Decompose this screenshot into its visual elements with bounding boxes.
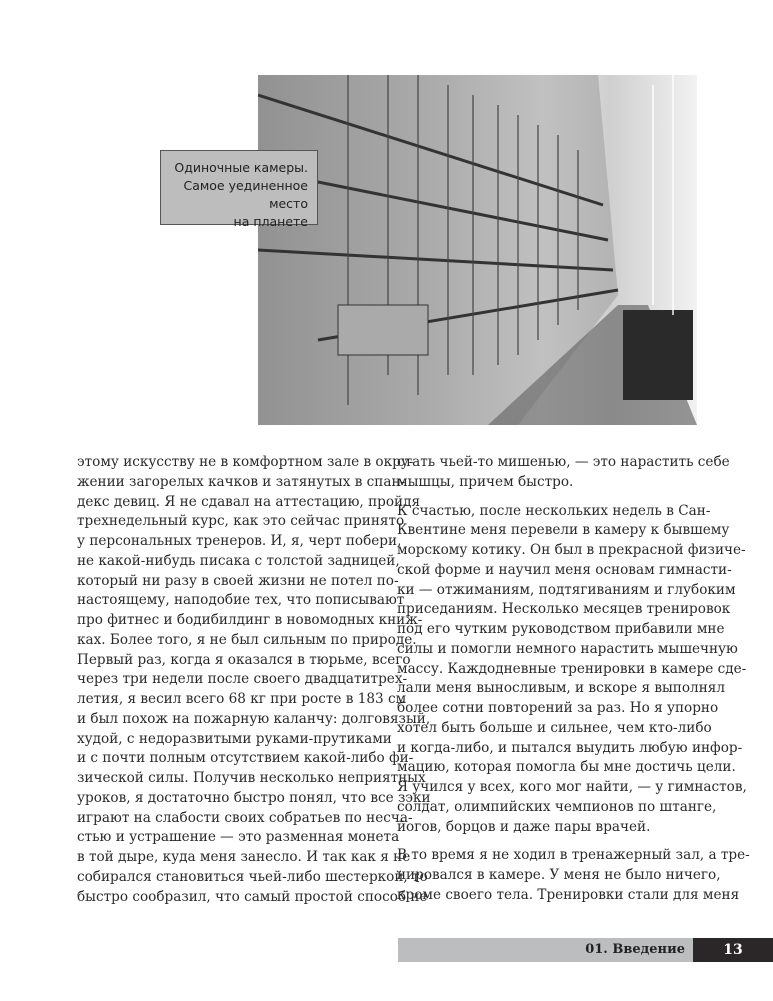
text-line: морскому котику. Он был в прекрасной физиче- (397, 542, 746, 558)
text-line: массу. Каждодневные тренировки в камере сде- (397, 660, 747, 677)
text-line: у персональных тренеров. И, я, черт побери, (77, 533, 402, 549)
prison-cells-photo (258, 75, 697, 425)
text-line: и был похож на пожарную каланчу: долговязый, (77, 710, 431, 727)
text-line: Первый раз, когда я оказался в тюрьме, всего (77, 651, 411, 668)
text-line: который ни разу в своей жизни не потел по- (77, 572, 399, 589)
paragraph (397, 846, 750, 905)
paragraph (397, 453, 730, 493)
text-line: про фитнес и бодибилдинг в новомодных книж- (77, 612, 423, 628)
text-line: ках. Более того, я не был сильным по природе. (77, 631, 417, 648)
text-line: приседаниям. Несколько месяцев тренировок (397, 601, 731, 618)
text-line: этому искусству не в комфортном зале в окру- (77, 454, 414, 470)
text-line: летия, я весил всего 68 кг при росте в 183 см (77, 691, 407, 707)
text-line: стью и устрашение — это разменная монета (77, 829, 400, 846)
caption-line: Самое уединенное место (183, 178, 308, 211)
text-line: трехнедельный курс, как это сейчас принято (77, 513, 405, 530)
text-line: ской форме и научил меня основам гимнасти- (397, 561, 732, 578)
text-line: худой, с недоразвитыми руками-прутиками (77, 730, 392, 747)
text-line: стать чьей-то мишенью, — это нарастить себе (397, 454, 730, 470)
text-line: Квентине меня перевели в камеру к бывшему (397, 522, 730, 539)
text-line: Я учился у всех, кого мог найти, — у гимнастов, (397, 779, 747, 795)
text-line: силы и помогли немного нарастить мышечную (397, 640, 738, 657)
text-line: лали меня выносливым, и вскоре я выполнял (397, 680, 725, 697)
text-line: мышцы, причем быстро. (397, 473, 574, 490)
text-line: и с почти полным отсутствием какой-либо фи- (77, 750, 414, 767)
left-text-column (77, 453, 431, 907)
chapter-footer (398, 938, 693, 962)
photo-caption (160, 150, 318, 229)
text-line: через три недели после своего двадцатитрех- (77, 671, 408, 688)
text-line: кроме своего тела. Тренировки стали для меня (397, 886, 740, 903)
caption-line: Одиночные камеры. (174, 160, 308, 175)
chapter-title: 01. Введение (585, 942, 685, 957)
text-line: хотел быть больше и сильнее, чем кто-либо (397, 719, 712, 736)
caption-line: на планете (233, 214, 308, 229)
text-line: в той дыре, куда меня занесло. И так как я не (77, 849, 411, 865)
text-line: не какой-нибудь писака с толстой задницей, (77, 552, 400, 569)
text-line: быстро сообразил, что самый простой способ не (77, 888, 428, 905)
text-line: К счастью, после нескольких недель в Сан- (397, 502, 711, 519)
text-line: жении загорелых качков и затянутых в спан- (77, 473, 406, 490)
text-line: более сотни повторений за раз. Но я упорно (397, 700, 719, 716)
text-line: собирался становиться чьей-либо шестеркой, то (77, 868, 428, 885)
text-line: ки — отжиманиям, подтягиваниям и глубоким (397, 581, 736, 598)
text-line: декс девиц. Я не сдавал на аттестацию, пройдя (77, 493, 421, 510)
text-line: и когда-либо, и пытался выудить любую инфор- (397, 739, 743, 756)
text-line: мацию, которая помогла бы мне достичь цели. (397, 759, 736, 776)
text-line: нировался в камере. У меня не было ничего, (397, 867, 721, 883)
page-number: 13 (693, 938, 773, 962)
text-line: зической силы. Получив несколько неприятных (77, 770, 426, 786)
text-line: В то время я не ходил в тренажерный зал, а тре- (397, 847, 750, 864)
text-line: солдат, олимпийских чемпионов по штанге, (397, 798, 717, 815)
text-line: настоящему, наподобие тех, что пописывают (77, 592, 405, 609)
text-line: под его чутким руководством прибавили мне (397, 621, 725, 637)
text-line: играют на слабости своих собратьев по несча- (77, 809, 413, 826)
right-text-column (397, 453, 750, 906)
text-line: йогов, борцов и даже пары врачей. (397, 818, 651, 835)
photo-illustration (258, 75, 697, 425)
paragraph (397, 502, 747, 838)
text-line: уроков, я достаточно быстро понял, что все зэки (77, 789, 431, 806)
